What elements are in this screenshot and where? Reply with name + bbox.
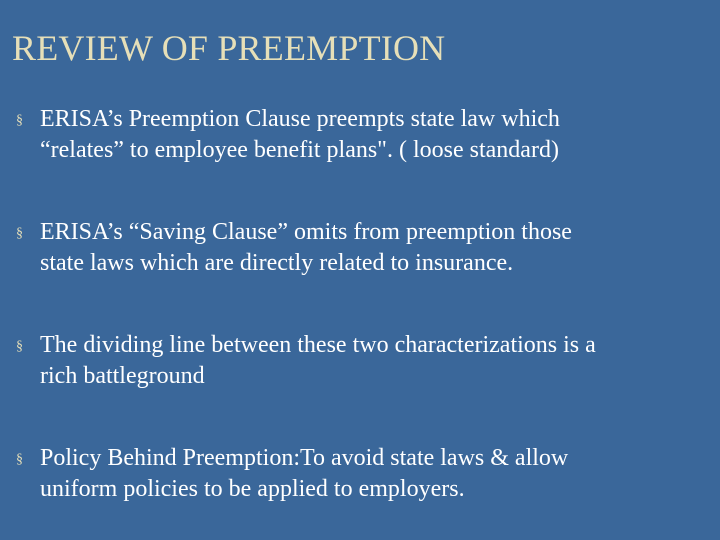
slide-title: REVIEW OF PREEMPTION bbox=[12, 28, 446, 68]
bullet-list bbox=[16, 104, 706, 540]
bullet-item-dividing-line bbox=[16, 330, 706, 392]
section-bullet-icon: § bbox=[16, 339, 23, 354]
section-bullet-icon: § bbox=[16, 226, 23, 241]
bullet-item-erisa-preemption-clause bbox=[16, 104, 706, 166]
section-bullet-icon: § bbox=[16, 452, 23, 467]
bullet-item-saving-clause bbox=[16, 217, 706, 279]
bullet-item-policy-behind-preemption bbox=[16, 443, 706, 505]
bullet-text: The dividing line between these two characterizations is a rich battleground bbox=[40, 332, 596, 389]
section-bullet-icon: § bbox=[16, 113, 23, 128]
bullet-text: Policy Behind Preemption:To avoid state laws & allow uniform policies to be applied to employers. bbox=[40, 445, 569, 502]
bullet-text: ERISA’s Preemption Clause preempts state law which “relates” to employee benefit plans". ( loose standard) bbox=[40, 106, 560, 163]
bullet-text: ERISA’s “Saving Clause” omits from preemption those state laws which are directly related to insurance. bbox=[40, 219, 572, 276]
